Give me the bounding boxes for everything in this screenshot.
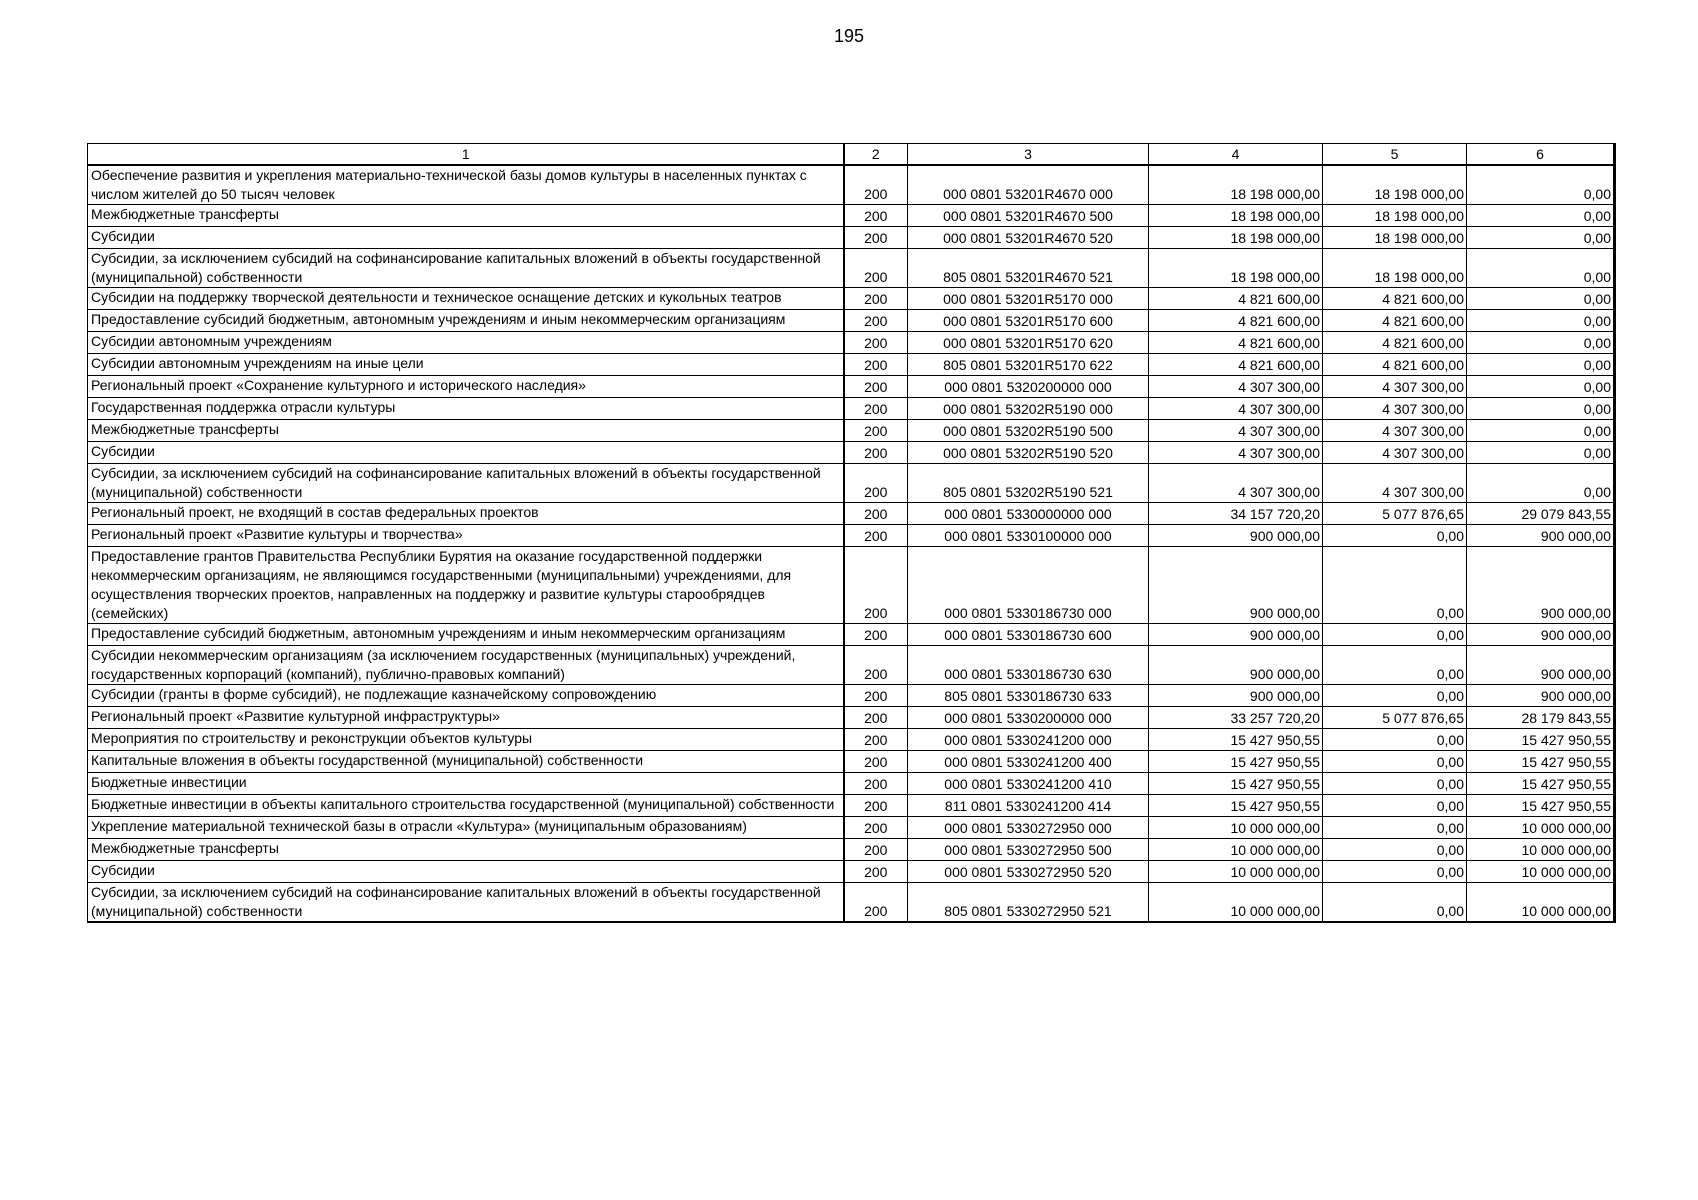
row-budget-code-cell: 000 0801 53202R5190 500 bbox=[908, 420, 1149, 442]
row-budget-code-cell: 811 0801 5330241200 414 bbox=[908, 795, 1149, 817]
row-amount-5-cell: 4 307 300,00 bbox=[1323, 442, 1467, 464]
table-row bbox=[88, 751, 1615, 773]
row-amount-6-cell: 10 000 000,00 bbox=[1467, 817, 1615, 839]
row-name-cell: Субсидии, за исключением субсидий на софинансирование капитальных вложений в объекты государственной (муниципальной) собственности bbox=[88, 249, 844, 288]
row-amount-5-cell: 0,00 bbox=[1323, 839, 1467, 861]
header-col-2: 2 bbox=[844, 144, 908, 166]
row-line-code-cell: 200 bbox=[844, 288, 908, 310]
row-line-code-cell: 200 bbox=[844, 420, 908, 442]
row-amount-5-cell: 0,00 bbox=[1323, 883, 1467, 923]
table-row bbox=[88, 464, 1615, 503]
row-amount-6-cell: 900 000,00 bbox=[1467, 525, 1615, 547]
row-budget-code-cell: 000 0801 5330100000 000 bbox=[908, 525, 1149, 547]
row-name-cell: Субсидии bbox=[88, 227, 844, 249]
row-budget-code-cell: 805 0801 5330186730 633 bbox=[908, 685, 1149, 707]
row-line-code-cell: 200 bbox=[844, 503, 908, 525]
row-budget-code-cell: 000 0801 5330000000 000 bbox=[908, 503, 1149, 525]
table-row bbox=[88, 288, 1615, 310]
row-amount-5-cell: 4 307 300,00 bbox=[1323, 376, 1467, 398]
row-name-cell: Межбюджетные трансферты bbox=[88, 839, 844, 861]
row-amount-6-cell: 900 000,00 bbox=[1467, 646, 1615, 685]
row-amount-6-cell: 0,00 bbox=[1467, 205, 1615, 227]
row-amount-4-cell: 10 000 000,00 bbox=[1149, 883, 1323, 923]
row-amount-4-cell: 15 427 950,55 bbox=[1149, 729, 1323, 751]
row-budget-code-cell: 000 0801 5330186730 600 bbox=[908, 624, 1149, 646]
table-row bbox=[88, 354, 1615, 376]
row-line-code-cell: 200 bbox=[844, 624, 908, 646]
row-budget-code-cell: 000 0801 53201R4670 500 bbox=[908, 205, 1149, 227]
row-budget-code-cell: 000 0801 5330241200 410 bbox=[908, 773, 1149, 795]
header-col-6: 6 bbox=[1467, 144, 1615, 166]
row-line-code-cell: 200 bbox=[844, 839, 908, 861]
row-amount-5-cell: 0,00 bbox=[1323, 729, 1467, 751]
row-amount-5-cell: 0,00 bbox=[1323, 685, 1467, 707]
row-amount-4-cell: 4 821 600,00 bbox=[1149, 310, 1323, 332]
row-amount-4-cell: 10 000 000,00 bbox=[1149, 839, 1323, 861]
page-number: 195 bbox=[833, 26, 865, 46]
table-row bbox=[88, 420, 1615, 442]
row-line-code-cell: 200 bbox=[844, 883, 908, 923]
row-amount-5-cell: 0,00 bbox=[1323, 525, 1467, 547]
row-amount-6-cell: 900 000,00 bbox=[1467, 685, 1615, 707]
table-row bbox=[88, 205, 1615, 227]
table-row bbox=[88, 310, 1615, 332]
row-name-cell: Межбюджетные трансферты bbox=[88, 205, 844, 227]
row-line-code-cell: 200 bbox=[844, 817, 908, 839]
row-budget-code-cell: 805 0801 53202R5190 521 bbox=[908, 464, 1149, 503]
row-budget-code-cell: 000 0801 53201R5170 620 bbox=[908, 332, 1149, 354]
row-amount-5-cell: 18 198 000,00 bbox=[1323, 205, 1467, 227]
row-budget-code-cell: 000 0801 5330272950 520 bbox=[908, 861, 1149, 883]
row-line-code-cell: 200 bbox=[844, 442, 908, 464]
row-amount-5-cell: 0,00 bbox=[1323, 547, 1467, 624]
row-amount-5-cell: 0,00 bbox=[1323, 751, 1467, 773]
row-name-cell: Субсидии автономным учреждениям на иные цели bbox=[88, 354, 844, 376]
row-amount-5-cell: 4 307 300,00 bbox=[1323, 420, 1467, 442]
row-amount-4-cell: 4 307 300,00 bbox=[1149, 442, 1323, 464]
row-name-cell: Бюджетные инвестиции bbox=[88, 773, 844, 795]
row-name-cell: Мероприятия по строительству и реконструкции объектов культуры bbox=[88, 729, 844, 751]
row-line-code-cell: 200 bbox=[844, 525, 908, 547]
row-amount-5-cell: 5 077 876,65 bbox=[1323, 503, 1467, 525]
table-row bbox=[88, 398, 1615, 420]
header-col-1: 1 bbox=[88, 144, 844, 166]
row-budget-code-cell: 000 0801 5330186730 630 bbox=[908, 646, 1149, 685]
budget-table bbox=[87, 143, 1616, 923]
row-amount-4-cell: 18 198 000,00 bbox=[1149, 205, 1323, 227]
row-amount-5-cell: 18 198 000,00 bbox=[1323, 165, 1467, 205]
row-budget-code-cell: 000 0801 53201R5170 000 bbox=[908, 288, 1149, 310]
row-amount-6-cell: 900 000,00 bbox=[1467, 624, 1615, 646]
row-budget-code-cell: 000 0801 5330241200 000 bbox=[908, 729, 1149, 751]
table-row bbox=[88, 883, 1615, 923]
row-amount-6-cell: 15 427 950,55 bbox=[1467, 773, 1615, 795]
row-name-cell: Обеспечение развития и укрепления материально-технической базы домов культуры в населенных пунктах с числом жителей до 50 тысяч человек bbox=[88, 165, 844, 205]
row-amount-5-cell: 0,00 bbox=[1323, 817, 1467, 839]
row-budget-code-cell: 805 0801 53201R4670 521 bbox=[908, 249, 1149, 288]
row-name-cell: Региональный проект «Развитие культурной инфраструктуры» bbox=[88, 707, 844, 729]
row-name-cell: Субсидии автономным учреждениям bbox=[88, 332, 844, 354]
row-budget-code-cell: 000 0801 53201R5170 600 bbox=[908, 310, 1149, 332]
row-line-code-cell: 200 bbox=[844, 685, 908, 707]
table-row bbox=[88, 729, 1615, 751]
table-row bbox=[88, 624, 1615, 646]
row-name-cell: Субсидии bbox=[88, 861, 844, 883]
row-amount-4-cell: 33 257 720,20 bbox=[1149, 707, 1323, 729]
row-amount-4-cell: 4 821 600,00 bbox=[1149, 354, 1323, 376]
row-line-code-cell: 200 bbox=[844, 376, 908, 398]
row-budget-code-cell: 000 0801 5330200000 000 bbox=[908, 707, 1149, 729]
row-line-code-cell: 200 bbox=[844, 795, 908, 817]
row-amount-4-cell: 10 000 000,00 bbox=[1149, 861, 1323, 883]
row-line-code-cell: 200 bbox=[844, 310, 908, 332]
row-name-cell: Региональный проект «Развитие культуры и творчества» bbox=[88, 525, 844, 547]
row-budget-code-cell: 805 0801 53201R5170 622 bbox=[908, 354, 1149, 376]
row-line-code-cell: 200 bbox=[844, 354, 908, 376]
row-amount-6-cell: 0,00 bbox=[1467, 398, 1615, 420]
row-name-cell: Укрепление материальной технической базы в отрасли «Культура» (муниципальным образованиям) bbox=[88, 817, 844, 839]
row-amount-6-cell: 0,00 bbox=[1467, 354, 1615, 376]
row-line-code-cell: 200 bbox=[844, 249, 908, 288]
row-amount-6-cell: 10 000 000,00 bbox=[1467, 861, 1615, 883]
row-line-code-cell: 200 bbox=[844, 707, 908, 729]
table-row bbox=[88, 442, 1615, 464]
table-header-row bbox=[88, 144, 1615, 166]
row-name-cell: Субсидии (гранты в форме субсидий), не подлежащие казначейскому сопровождению bbox=[88, 685, 844, 707]
row-amount-4-cell: 18 198 000,00 bbox=[1149, 249, 1323, 288]
table-row bbox=[88, 773, 1615, 795]
row-line-code-cell: 200 bbox=[844, 165, 908, 205]
row-budget-code-cell: 000 0801 5330272950 000 bbox=[908, 817, 1149, 839]
row-amount-5-cell: 0,00 bbox=[1323, 646, 1467, 685]
row-name-cell: Субсидии некоммерческим организациям (за исключением государственных (муниципальных) учреждений, государственных корпораций (компаний), публично-правовых компаний) bbox=[88, 646, 844, 685]
row-amount-6-cell: 0,00 bbox=[1467, 420, 1615, 442]
table-row bbox=[88, 332, 1615, 354]
row-name-cell: Бюджетные инвестиции в объекты капитального строительства государственной (муниципальной) собственности bbox=[88, 795, 844, 817]
row-amount-6-cell: 0,00 bbox=[1467, 442, 1615, 464]
table-row bbox=[88, 547, 1615, 624]
row-line-code-cell: 200 bbox=[844, 464, 908, 503]
row-name-cell: Субсидии, за исключением субсидий на софинансирование капитальных вложений в объекты государственной (муниципальной) собственности bbox=[88, 883, 844, 923]
row-amount-5-cell: 0,00 bbox=[1323, 795, 1467, 817]
row-amount-6-cell: 15 427 950,55 bbox=[1467, 729, 1615, 751]
row-budget-code-cell: 000 0801 5320200000 000 bbox=[908, 376, 1149, 398]
row-amount-6-cell: 900 000,00 bbox=[1467, 547, 1615, 624]
row-amount-5-cell: 0,00 bbox=[1323, 624, 1467, 646]
row-amount-4-cell: 18 198 000,00 bbox=[1149, 227, 1323, 249]
row-amount-6-cell: 0,00 bbox=[1467, 376, 1615, 398]
row-amount-5-cell: 0,00 bbox=[1323, 773, 1467, 795]
table-row bbox=[88, 249, 1615, 288]
row-line-code-cell: 200 bbox=[844, 227, 908, 249]
row-line-code-cell: 200 bbox=[844, 398, 908, 420]
table-row bbox=[88, 646, 1615, 685]
row-amount-6-cell: 29 079 843,55 bbox=[1467, 503, 1615, 525]
table-row bbox=[88, 525, 1615, 547]
row-budget-code-cell: 000 0801 53202R5190 000 bbox=[908, 398, 1149, 420]
row-amount-5-cell: 18 198 000,00 bbox=[1323, 249, 1467, 288]
row-amount-6-cell: 0,00 bbox=[1467, 310, 1615, 332]
row-amount-4-cell: 15 427 950,55 bbox=[1149, 795, 1323, 817]
row-amount-4-cell: 15 427 950,55 bbox=[1149, 751, 1323, 773]
row-amount-5-cell: 4 821 600,00 bbox=[1323, 354, 1467, 376]
row-line-code-cell: 200 bbox=[844, 751, 908, 773]
table-row bbox=[88, 795, 1615, 817]
row-line-code-cell: 200 bbox=[844, 861, 908, 883]
row-amount-6-cell: 0,00 bbox=[1467, 464, 1615, 503]
row-amount-5-cell: 4 307 300,00 bbox=[1323, 398, 1467, 420]
table-row bbox=[88, 817, 1615, 839]
row-amount-4-cell: 900 000,00 bbox=[1149, 547, 1323, 624]
header-col-5: 5 bbox=[1323, 144, 1467, 166]
row-budget-code-cell: 000 0801 53201R4670 000 bbox=[908, 165, 1149, 205]
row-amount-4-cell: 900 000,00 bbox=[1149, 624, 1323, 646]
row-line-code-cell: 200 bbox=[844, 646, 908, 685]
row-line-code-cell: 200 bbox=[844, 547, 908, 624]
row-amount-4-cell: 15 427 950,55 bbox=[1149, 773, 1323, 795]
row-amount-4-cell: 4 307 300,00 bbox=[1149, 398, 1323, 420]
row-name-cell: Предоставление грантов Правительства Республики Бурятия на оказание государственной поддержки некоммерческим организациям, не являющимся государственными (муниципальными) учреждениями, для осуществления творческих проектов, направленных на поддержку и развитие культуры старообрядцев (семейских) bbox=[88, 547, 844, 624]
row-amount-5-cell: 4 307 300,00 bbox=[1323, 464, 1467, 503]
row-line-code-cell: 200 bbox=[844, 729, 908, 751]
row-amount-4-cell: 4 307 300,00 bbox=[1149, 420, 1323, 442]
row-name-cell: Государственная поддержка отрасли культуры bbox=[88, 398, 844, 420]
row-name-cell: Субсидии, за исключением субсидий на софинансирование капитальных вложений в объекты государственной (муниципальной) собственности bbox=[88, 464, 844, 503]
row-name-cell: Субсидии bbox=[88, 442, 844, 464]
row-name-cell: Региональный проект, не входящий в состав федеральных проектов bbox=[88, 503, 844, 525]
table-row bbox=[88, 503, 1615, 525]
row-amount-5-cell: 18 198 000,00 bbox=[1323, 227, 1467, 249]
row-amount-6-cell: 0,00 bbox=[1467, 249, 1615, 288]
row-name-cell: Капитальные вложения в объекты государственной (муниципальной) собственности bbox=[88, 751, 844, 773]
row-amount-5-cell: 4 821 600,00 bbox=[1323, 332, 1467, 354]
row-budget-code-cell: 805 0801 5330272950 521 bbox=[908, 883, 1149, 923]
row-amount-4-cell: 900 000,00 bbox=[1149, 646, 1323, 685]
header-col-4: 4 bbox=[1149, 144, 1323, 166]
row-line-code-cell: 200 bbox=[844, 332, 908, 354]
row-amount-6-cell: 0,00 bbox=[1467, 288, 1615, 310]
row-amount-6-cell: 10 000 000,00 bbox=[1467, 883, 1615, 923]
row-amount-4-cell: 4 307 300,00 bbox=[1149, 464, 1323, 503]
row-amount-5-cell: 4 821 600,00 bbox=[1323, 310, 1467, 332]
table-row bbox=[88, 861, 1615, 883]
row-amount-6-cell: 15 427 950,55 bbox=[1467, 795, 1615, 817]
row-line-code-cell: 200 bbox=[844, 773, 908, 795]
table-row bbox=[88, 707, 1615, 729]
row-budget-code-cell: 000 0801 53201R4670 520 bbox=[908, 227, 1149, 249]
row-name-cell: Межбюджетные трансферты bbox=[88, 420, 844, 442]
row-budget-code-cell: 000 0801 5330241200 400 bbox=[908, 751, 1149, 773]
row-amount-6-cell: 0,00 bbox=[1467, 227, 1615, 249]
row-amount-5-cell: 4 821 600,00 bbox=[1323, 288, 1467, 310]
row-amount-6-cell: 28 179 843,55 bbox=[1467, 707, 1615, 729]
row-amount-4-cell: 10 000 000,00 bbox=[1149, 817, 1323, 839]
row-name-cell: Региональный проект «Сохранение культурного и исторического наследия» bbox=[88, 376, 844, 398]
row-name-cell: Предоставление субсидий бюджетным, автономным учреждениям и иным некоммерческим организациям bbox=[88, 624, 844, 646]
row-amount-5-cell: 5 077 876,65 bbox=[1323, 707, 1467, 729]
row-budget-code-cell: 000 0801 5330186730 000 bbox=[908, 547, 1149, 624]
row-amount-4-cell: 18 198 000,00 bbox=[1149, 165, 1323, 205]
row-name-cell: Субсидии на поддержку творческой деятельности и техническое оснащение детских и кукольных театров bbox=[88, 288, 844, 310]
row-amount-4-cell: 4 821 600,00 bbox=[1149, 332, 1323, 354]
row-amount-4-cell: 900 000,00 bbox=[1149, 525, 1323, 547]
row-line-code-cell: 200 bbox=[844, 205, 908, 227]
row-amount-6-cell: 0,00 bbox=[1467, 165, 1615, 205]
row-amount-4-cell: 34 157 720,20 bbox=[1149, 503, 1323, 525]
row-budget-code-cell: 000 0801 53202R5190 520 bbox=[908, 442, 1149, 464]
row-amount-6-cell: 10 000 000,00 bbox=[1467, 839, 1615, 861]
table-row bbox=[88, 839, 1615, 861]
table-row bbox=[88, 685, 1615, 707]
row-name-cell: Предоставление субсидий бюджетным, автономным учреждениям и иным некоммерческим организациям bbox=[88, 310, 844, 332]
row-amount-5-cell: 0,00 bbox=[1323, 861, 1467, 883]
row-amount-6-cell: 15 427 950,55 bbox=[1467, 751, 1615, 773]
row-budget-code-cell: 000 0801 5330272950 500 bbox=[908, 839, 1149, 861]
table-row bbox=[88, 227, 1615, 249]
table-row bbox=[88, 165, 1615, 205]
table-row bbox=[88, 376, 1615, 398]
row-amount-6-cell: 0,00 bbox=[1467, 332, 1615, 354]
row-amount-4-cell: 4 307 300,00 bbox=[1149, 376, 1323, 398]
header-col-3: 3 bbox=[908, 144, 1149, 166]
row-amount-4-cell: 900 000,00 bbox=[1149, 685, 1323, 707]
row-amount-4-cell: 4 821 600,00 bbox=[1149, 288, 1323, 310]
